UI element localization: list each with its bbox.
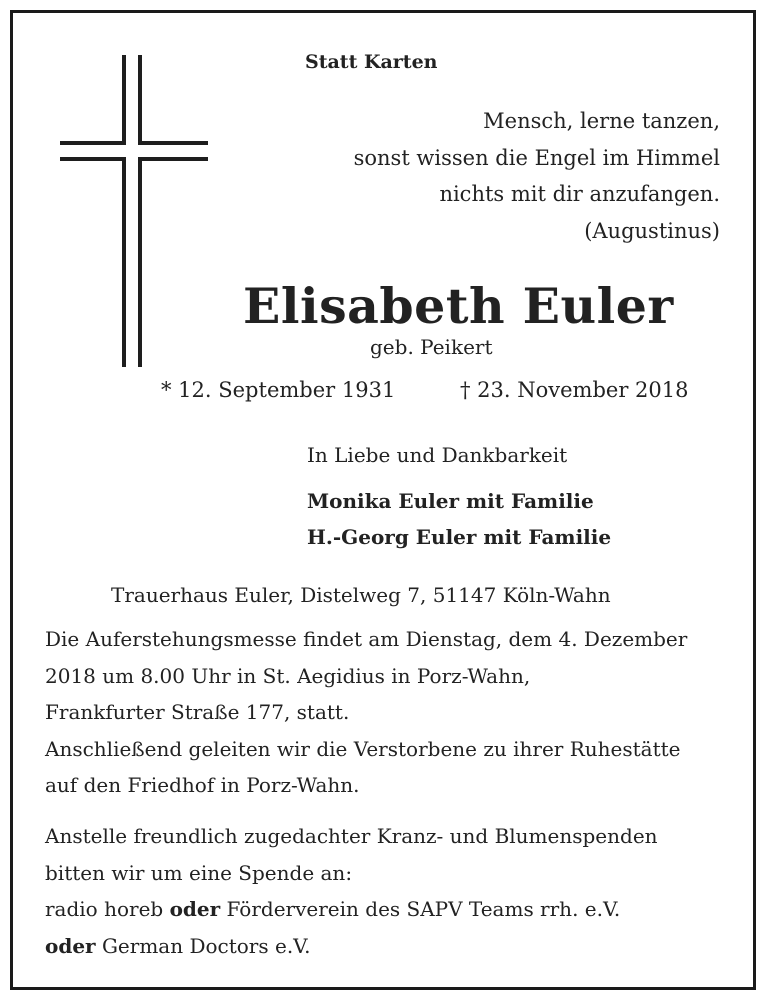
donation-or: oder [169,897,221,921]
quote-attribution: (Augustinus) [584,218,720,243]
maiden-name: geb. Peikert [370,335,493,359]
birth-date: * 12. September 1931 [161,378,396,402]
mourner-name: Monika Euler mit Familie [307,489,594,513]
quote-line: sonst wissen die Engel im Himmel [353,145,720,170]
donation-recipient: German Doctors e.V. [101,933,311,958]
service-line: 2018 um 8.00 Uhr in St. Aegidius in Porz-Wahn, [45,663,531,688]
donation-line: Anstelle freundlich zugedachter Kranz- und Blumenspenden [45,824,658,848]
statt-karten-heading: Statt Karten [305,51,438,73]
donation-line: bitten wir um eine Spende an: [45,860,353,885]
cross-icon [60,55,208,367]
quote [354,103,720,249]
obituary-notice [10,10,756,990]
donation-line [45,891,658,928]
quote-line: nichts mit dir anzufangen. [439,182,720,206]
donation-paragraph [45,818,658,964]
donation-recipient: radio horeb [45,897,164,921]
service-line: auf den Friedhof in Porz-Wahn. [45,773,360,797]
quote-line: Mensch, lerne tanzen, [483,109,720,133]
service-line: Die Auferstehungsmesse findet am Dienstag, dem 4. Dezember [45,627,688,651]
mourner-name: H.-Georg Euler mit Familie [307,525,612,549]
donation-line [45,928,658,965]
death-date: † 23. November 2018 [460,378,689,402]
service-paragraph [45,621,687,804]
service-line: Anschließend geleiten wir die Verstorbene zu ihrer Ruhestätte [45,736,681,761]
mourning-house-address: Trauerhaus Euler, Distelweg 7, 51147 Köln-Wahn [111,583,611,607]
mourners-intro: In Liebe und Dankbarkeit [307,443,568,467]
deceased-name: Elisabeth Euler [243,277,674,335]
donation-or: oder [45,933,96,958]
service-line: Frankfurter Straße 177, statt. [45,700,350,724]
donation-recipient: Förderverein des SAPV Teams rrh. e.V. [226,897,621,921]
